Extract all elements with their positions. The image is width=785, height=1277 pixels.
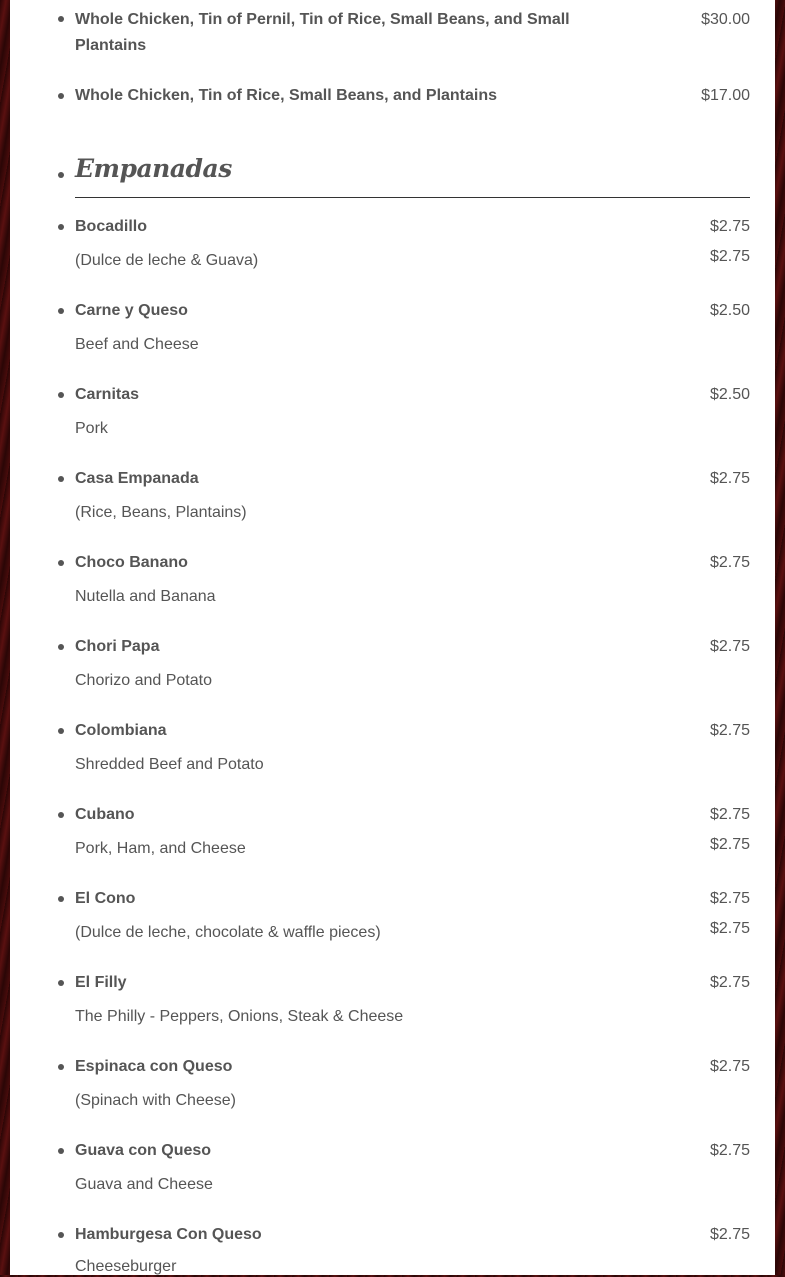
bullet-icon [58, 812, 64, 818]
bullet-icon [58, 980, 64, 986]
item-price: $2.75 [709, 470, 750, 487]
item-name: Whole Chicken, Tin of Pernil, Tin of Rice, Small Beans, and Small Plantains [75, 11, 570, 54]
item-description: Cheeseburger [75, 1258, 177, 1275]
item-description: Chorizo and Potato [75, 672, 212, 689]
item-name: Whole Chicken, Tin of Rice, Small Beans, and Plantains [75, 87, 498, 104]
bullet-icon [58, 476, 64, 482]
item-price: $2.75 [709, 974, 750, 991]
section-divider [75, 197, 750, 198]
bullet-icon [58, 560, 64, 566]
item-name: Casa Empanada [75, 470, 199, 487]
item-name: Bocadillo [75, 218, 148, 235]
bullet-icon [58, 93, 64, 99]
item-name: Hamburgesa Con Queso [75, 1226, 262, 1243]
bullet-icon [58, 308, 64, 314]
bullet-icon [58, 896, 64, 902]
item-description: (Rice, Beans, Plantains) [75, 504, 247, 521]
item-description: Pork, Ham, and Cheese [75, 840, 246, 857]
bullet-icon [58, 728, 64, 734]
item-description: (Dulce de leche & Guava) [75, 252, 259, 269]
bullet-icon [58, 1064, 64, 1070]
item-price: $2.75 [709, 218, 750, 235]
item-name: Chori Papa [75, 638, 160, 655]
item-name: Colombiana [75, 722, 167, 739]
item-description: (Spinach with Cheese) [75, 1092, 236, 1109]
bullet-icon [58, 644, 64, 650]
item-description: Beef and Cheese [75, 336, 199, 353]
item-description: The Philly - Peppers, Onions, Steak & Cheese [75, 1008, 404, 1025]
bullet-icon [58, 224, 64, 230]
item-price: $2.50 [709, 302, 750, 319]
item-price: $2.75 [709, 806, 750, 823]
bullet-icon [58, 16, 64, 22]
item-price: $2.75 [709, 1142, 750, 1159]
item-price-secondary: $2.75 [709, 248, 750, 265]
item-name: El Cono [75, 890, 136, 907]
item-price: $2.75 [709, 722, 750, 739]
item-price: $2.75 [709, 554, 750, 571]
item-price-secondary: $2.75 [709, 920, 750, 937]
item-price: $2.75 [709, 1058, 750, 1075]
bullet-icon [58, 392, 64, 398]
item-name: Carne y Queso [75, 302, 188, 319]
item-name: Cubano [75, 806, 135, 823]
item-name: Carnitas [75, 386, 140, 403]
item-name: El Filly [75, 974, 127, 991]
section-title: Empanadas [75, 154, 232, 183]
item-price: $17.00 [701, 87, 750, 104]
item-price: $30.00 [701, 11, 750, 28]
item-price-secondary: $2.75 [709, 836, 750, 853]
item-price: $2.75 [709, 890, 750, 907]
item-description: (Dulce de leche, chocolate & waffle pieces) [75, 924, 381, 941]
item-description: Nutella and Banana [75, 588, 216, 605]
item-description: Guava and Cheese [75, 1176, 213, 1193]
item-description: Pork [75, 420, 108, 437]
item-description: Shredded Beef and Potato [75, 756, 264, 773]
bullet-icon [58, 172, 64, 178]
item-price: $2.75 [709, 1226, 750, 1243]
bullet-icon [58, 1148, 64, 1154]
item-price: $2.75 [709, 638, 750, 655]
item-name: Guava con Queso [75, 1142, 212, 1159]
item-name: Choco Banano [75, 554, 188, 571]
item-price: $2.50 [709, 386, 750, 403]
menu-panel [10, 0, 775, 1275]
bullet-icon [58, 1232, 64, 1238]
item-name: Espinaca con Queso [75, 1058, 233, 1075]
